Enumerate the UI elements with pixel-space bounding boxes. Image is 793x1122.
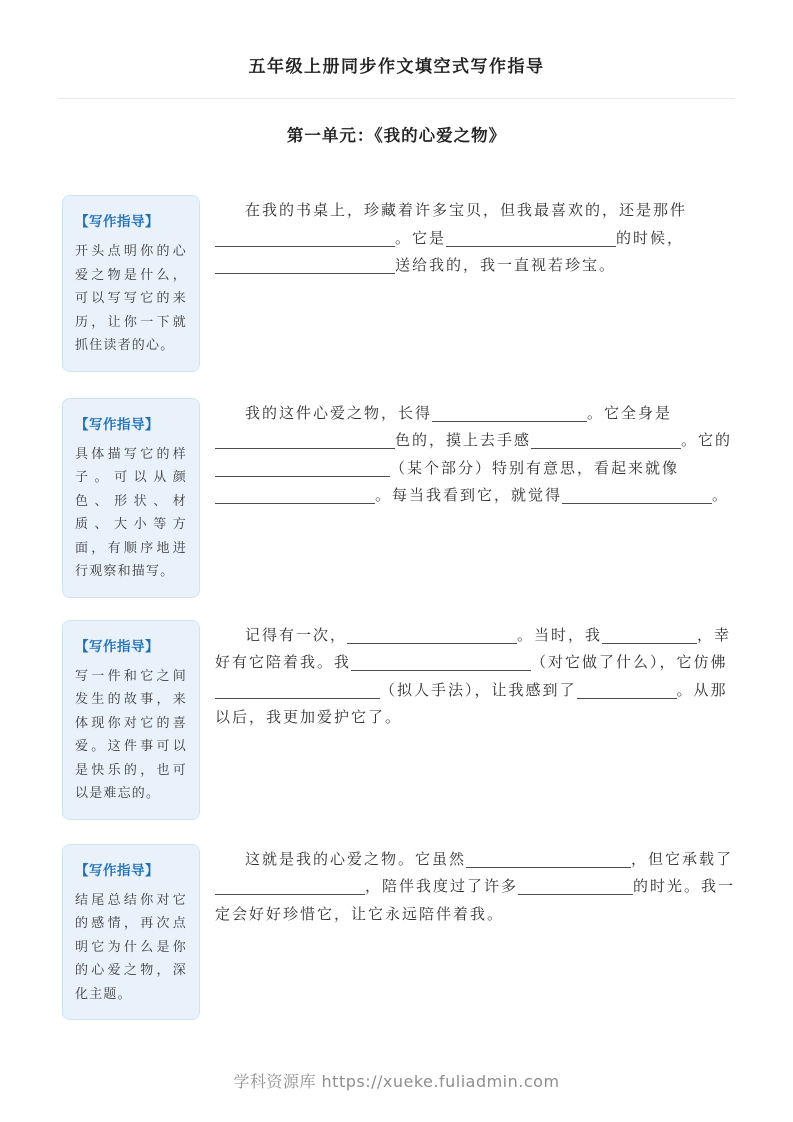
fill-blank xyxy=(446,232,616,247)
fill-paragraph: 在我的书桌上，珍藏着许多宝贝，但我最喜欢的，还是那件。它是 的时候，送给我的，我一直视若珍宝。 xyxy=(215,197,737,280)
fill-blank xyxy=(215,434,395,449)
worksheet-row xyxy=(62,844,737,1021)
sections-container xyxy=(62,195,737,1020)
worksheet-row xyxy=(62,620,737,820)
fill-blank xyxy=(518,880,633,895)
worksheet-row xyxy=(62,195,737,372)
fill-blank xyxy=(351,656,531,671)
page-footer: 学科资源库 https://xueke.fuliadmin.com xyxy=(233,1072,560,1091)
guide-text: 结尾总结你对它的感情，再次点明它为什么是你的心爱之物，深化主题。 xyxy=(75,892,187,1002)
fill-paragraph: 我的这件心爱之物，长得 。它全身是色的，摸上去手感 。它的（某个部分）特别有意思，看起来就像。每当我看到它，就觉得 。 xyxy=(215,400,737,510)
guide-label: 【写作指导】 xyxy=(75,638,159,655)
guide-label: 【写作指导】 xyxy=(75,862,159,879)
guide-label: 【写作指导】 xyxy=(75,214,159,230)
guide-box xyxy=(62,620,200,820)
worksheet-row xyxy=(62,398,737,598)
fill-blank xyxy=(215,880,365,895)
guide-text: 具体描写它的样子。可以从颜色、形状、材质、大小等方面，有顺序地进行观察和描写。 xyxy=(75,446,187,579)
guide-box xyxy=(62,844,200,1021)
fill-paragraph: 这就是我的心爱之物。它虽然 ，但它承载了，陪伴我度过了许多 的时光。我一定会好好珍惜它，让它永远陪伴着我。 xyxy=(215,849,736,923)
fill-blank xyxy=(562,489,712,504)
guide-box xyxy=(62,195,200,372)
doc-title: 五年级上册同步作文填空式写作指导 xyxy=(248,57,545,77)
fill-blank xyxy=(432,407,587,422)
fill-blank xyxy=(466,853,631,868)
guide-label: 【写作指导】 xyxy=(75,416,159,433)
fill-blank xyxy=(347,629,517,644)
fill-blank xyxy=(215,684,380,699)
fill-blank xyxy=(531,434,681,449)
fill-blank xyxy=(215,232,395,247)
header-divider xyxy=(58,98,735,99)
fill-blank xyxy=(577,684,677,699)
fill-blank xyxy=(215,489,375,504)
fill-paragraph: 记得有一次， 。当时，我 ，幸好有它陪着我。我 （对它做了什么），它仿佛（拟人手法），让我感到了 。从那以后，我更加爱护它了。 xyxy=(215,625,732,726)
guide-text: 开头点明你的心爱之物是什么，可以写写它的来历，让你一下就抓住读者的心。 xyxy=(75,244,187,353)
guide-text: 写一件和它之间发生的故事，来体现你对它的喜爱。这件事可以是快乐的，也可以是难忘的。 xyxy=(75,668,187,801)
fill-blank xyxy=(215,259,395,274)
guide-box xyxy=(62,398,200,598)
section-title: 第一单元：《我的心爱之物》 xyxy=(286,126,507,145)
fill-blank xyxy=(602,629,697,644)
fill-blank xyxy=(215,462,390,477)
